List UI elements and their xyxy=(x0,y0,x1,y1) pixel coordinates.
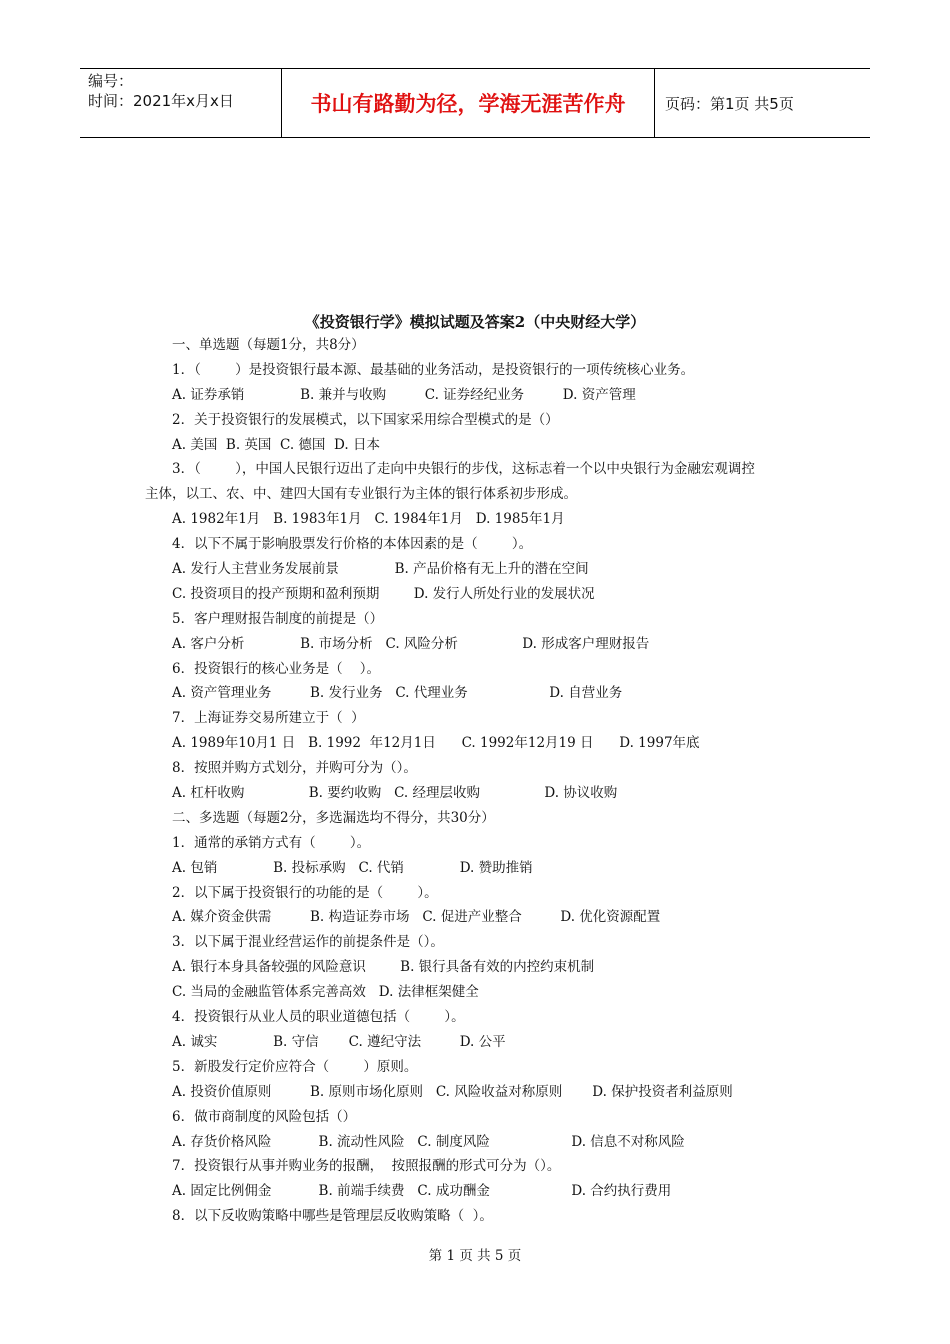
text-line: C. 当局的金融监管体系完善高效 D. 法律框架健全 xyxy=(172,984,479,1001)
text-line: A. 银行本身具备较强的风险意识 B. 银行具备有效的内控约束机制 xyxy=(172,959,595,976)
document-title: 《投资银行学》模拟试题及答案2（中央财经大学） xyxy=(304,313,646,331)
text-line: A. 发行人主营业务发展前景 B. 产品价格有无上升的潜在空间 xyxy=(172,561,589,578)
header-motto: 书山有路勤为径，学海无涯苦作舟 xyxy=(282,69,655,137)
text-line: 2．以下属于投资银行的功能的是（ ）。 xyxy=(172,884,438,901)
text-line: A. 投资价值原则 B. 原则市场化原则 C. 风险收益对称原则 D. 保护投资者利益原则 xyxy=(172,1083,733,1100)
text-line: 5．客户理财报告制度的前提是（） xyxy=(172,610,384,627)
header-page-info: 页码：第1页 共5页 xyxy=(665,94,794,113)
page-header xyxy=(80,68,870,138)
text-line: A. 美国 B. 英国 C. 德国 D. 日本 xyxy=(172,436,380,453)
text-line: 4．以下不属于影响股票发行价格的本体因素的是（ ）。 xyxy=(172,536,533,553)
text-line: 主体，以工、农、中、建四大国有专业银行为主体的银行体系初步形成。 xyxy=(145,486,577,503)
text-line: A. 资产管理业务 B. 发行业务 C. 代理业务 D. 自营业务 xyxy=(172,685,623,702)
text-line: C. 投资项目的投产预期和盈利预期 D. 发行人所处行业的发展状况 xyxy=(172,585,595,602)
text-line: A. 客户分析 B. 市场分析 C. 风险分析 D. 形成客户理财报告 xyxy=(172,635,650,652)
header-left-cell xyxy=(80,69,282,137)
text-line: A. 包销 B. 投标承购 C. 代销 D. 赞助推销 xyxy=(172,859,533,876)
text-line: 1．通常的承销方式有（ ）。 xyxy=(172,834,371,851)
question-body xyxy=(145,333,815,1229)
text-line: A. 杠杆收购 B. 要约收购 C. 经理层收购 D. 协议收购 xyxy=(172,785,618,802)
text-line: 7．上海证券交易所建立于（ ） xyxy=(172,710,365,727)
text-line: 二、多选题（每题2分，多选漏选均不得分，共30分） xyxy=(172,809,495,826)
text-line: 6．投资银行的核心业务是（ ）。 xyxy=(172,660,381,677)
text-line: A. 存货价格风险 B. 流动性风险 C. 制度风险 D. 信息不对称风险 xyxy=(172,1133,685,1150)
text-line: 8．按照并购方式划分，并购可分为（）。 xyxy=(172,760,417,777)
text-line: 1．（ ）是投资银行最本源、最基础的业务活动，是投资银行的一项传统核心业务。 xyxy=(172,361,695,378)
text-line: 2．关于投资银行的发展模式，以下国家采用综合型模式的是（） xyxy=(172,411,559,428)
text-line: A. 媒介资金供需 B. 构造证券市场 C. 促进产业整合 D. 优化资源配置 xyxy=(172,909,661,926)
text-line: A. 1982年1月 B. 1983年1月 C. 1984年1月 D. 1985年1月 xyxy=(172,511,565,528)
number-label: 编号： xyxy=(88,72,134,90)
text-line: 5．新股发行定价应符合（ ）原则。 xyxy=(172,1058,418,1075)
text-line: 3．（ ），中国人民银行迈出了走向中央银行的步伐，这标志着一个以中央银行为金融宏观调控 xyxy=(172,461,755,478)
page-footer: 第 1 页 共 5 页 xyxy=(428,1248,522,1264)
text-line: A. 诚实 B. 守信 C. 遵纪守法 D. 公平 xyxy=(172,1033,506,1050)
text-line: 4．投资银行从业人员的职业道德包括（ ）。 xyxy=(172,1009,465,1026)
text-line: 一、单选题（每题1分，共8分） xyxy=(172,337,365,353)
text-line: A. 1989年10月1 日 B. 1992 年12月1日 C. 1992年12月19 日 D. 1997年底 xyxy=(172,735,700,752)
text-line: A. 固定比例佣金 B. 前端手续费 C. 成功酬金 D. 合约执行费用 xyxy=(172,1183,672,1200)
text-line: A. 证券承销 B. 兼并与收购 C. 证券经纪业务 D. 资产管理 xyxy=(172,386,636,403)
text-line: 6．做市商制度的风险包括（） xyxy=(172,1108,357,1125)
time-label: 时间：2021年x月x日 xyxy=(88,92,234,110)
text-line: 3．以下属于混业经营运作的前提条件是（）。 xyxy=(172,934,444,951)
text-line: 8．以下反收购策略中哪些是管理层反收购策略（ ）。 xyxy=(172,1208,493,1225)
text-line: 7．投资银行从事并购业务的报酬， 按照报酬的形式可分为（）。 xyxy=(172,1158,561,1175)
